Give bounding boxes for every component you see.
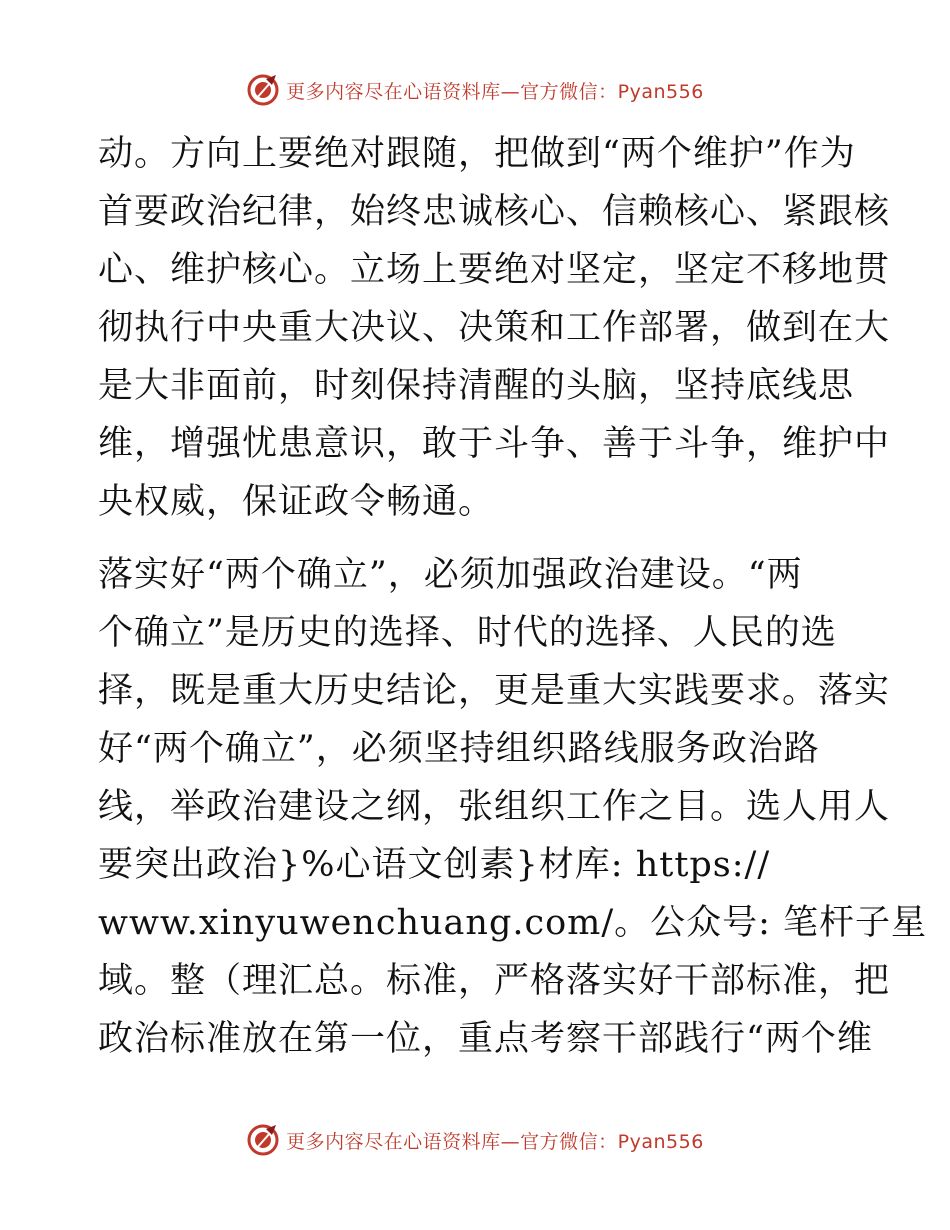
header-banner-wechat: 官方微信：Pyan556 [520, 80, 704, 103]
footer-banner-text [286, 1127, 704, 1154]
body-line: 首要政治纪律，始终忠诚核心、信赖核心、紧跟核 [98, 192, 891, 232]
footer-watermark-banner [0, 1120, 950, 1160]
footer-banner-main-text: 更多内容尽在心语资料库 [286, 1130, 501, 1153]
document-body [98, 125, 928, 1068]
body-line: 择，既是重大历史结论，更是重大实践要求。落实 [98, 671, 891, 711]
body-line: www.xinyuwenchuang.com/。公众号: 笔杆子星 [98, 903, 928, 943]
body-line: 是大非面前，时刻保持清醒的头脑，坚持底线思 [98, 366, 855, 406]
body-line: 动。方向上要绝对跟随，把做到“两个维护”作为 [98, 134, 856, 174]
header-banner-main-text: 更多内容尽在心语资料库 [286, 80, 501, 103]
body-line: 心、维护核心。立场上要绝对坚定，坚定不移地贯 [98, 250, 891, 290]
body-line: 维，增强忧患意识，敢于斗争、善于斗争，维护中 [98, 424, 891, 464]
footer-banner-wechat: 官方微信：Pyan556 [520, 1130, 704, 1153]
body-line: 线，举政治建设之纲，张组织工作之目。选人用人 [98, 787, 891, 827]
body-line: 政治标准放在第一位，重点考察干部践行“两个维 [98, 1019, 873, 1059]
quill-seal-icon [246, 1123, 280, 1157]
header-banner-text [286, 77, 704, 104]
header-watermark-banner [0, 70, 950, 110]
body-line: 要突出政治}%心语文创素}材库: https:// [98, 845, 771, 885]
body-line: 落实好“两个确立”，必须加强政治建设。“两 [98, 555, 803, 595]
header-banner-separator: — [500, 80, 521, 103]
body-line: 域。整（理汇总。标准，严格落实好干部标准，把 [98, 961, 891, 1001]
quill-seal-icon [246, 73, 280, 107]
body-line: 好“两个确立”，必须坚持组织路线服务政治路 [98, 729, 820, 769]
body-line: 彻执行中央重大决议、决策和工作部署，做到在大 [98, 308, 891, 348]
body-line: 央权威，保证政令畅通。 [98, 482, 495, 522]
body-line: 个确立”是历史的选择、时代的选择、人民的选 [98, 613, 837, 653]
footer-banner-separator: — [500, 1130, 521, 1153]
